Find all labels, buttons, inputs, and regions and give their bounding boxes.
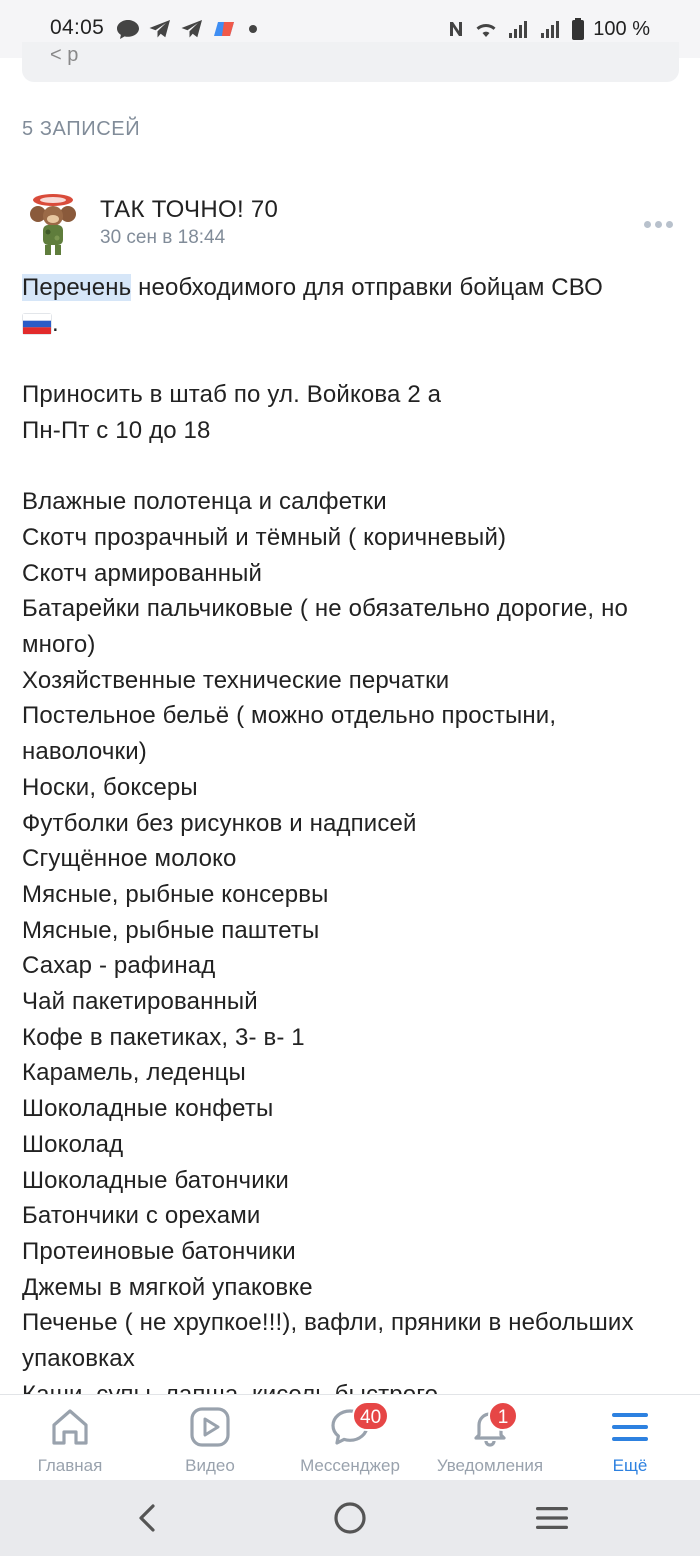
post-author[interactable]: ТАК ТОЧНО! 70: [100, 196, 279, 223]
tab-label: Ещё: [612, 1456, 648, 1475]
notification-icons: [116, 14, 260, 44]
tab-home[interactable]: [0, 1395, 140, 1481]
battery-percent: 100 %: [593, 17, 650, 40]
avatar[interactable]: [22, 192, 84, 258]
russian-flag-icon: [22, 313, 52, 335]
back-button[interactable]: [126, 1498, 170, 1538]
tab-more[interactable]: [560, 1395, 700, 1481]
telegram-icon: [180, 18, 204, 40]
system-navigation-bar: [0, 1480, 700, 1556]
messenger-badge: 40: [352, 1401, 389, 1431]
recents-button[interactable]: [530, 1498, 574, 1538]
signal-icon: [539, 18, 563, 40]
menu-icon: [608, 1405, 652, 1449]
tab-video[interactable]: [140, 1395, 280, 1481]
dot-icon: [655, 221, 662, 228]
dot-icon: [666, 221, 673, 228]
tab-notifications[interactable]: [420, 1395, 560, 1481]
chat-bubble-icon: [116, 18, 140, 40]
post-first-line-suffix: .: [52, 309, 59, 337]
post-first-line: [22, 270, 682, 341]
tab-label: Главная: [37, 1456, 103, 1475]
post-body-text: Приносить в штаб по ул. Войкова 2 а Пн-Пт с 10 до 18 Влажные полотенца и салфетки Скотч прозрачный и тёмный ( коричневый) Скотч армированный Батарейки пальчиковые ( не обязательно дорогие, но много) Хозяйственные технические перчатки Постельное бельё ( можно отдельно простыни, наволочки) Носки, боксеры Футболки без рисунков и надписей Сгущённое молоко Мясные, рыбные консервы Мясные, рыбные паштеты Сахар - рафинад Чай пакетированный Кофе в пакетиках, 3- в- 1 Карамель, леденцы Шоколадные конфеты Шоколад Шоколадные батончики Батончики с орехами Протеиновые батончики Джемы в мягкой упаковке Печенье ( не хрупкое!!!), вафли, пряники в небольших упаковках: [22, 381, 634, 1373]
signal-icon: [507, 18, 531, 40]
notifications-badge: 1: [488, 1401, 518, 1431]
video-icon: [188, 1405, 232, 1449]
tab-label: Видео: [185, 1456, 235, 1475]
status-time: 04:05: [50, 16, 105, 39]
post-text: [22, 270, 682, 1394]
search-input[interactable]: [22, 42, 679, 82]
records-count: 5 ЗАПИСЕЙ: [22, 118, 141, 140]
home-icon: [48, 1405, 92, 1449]
dot-icon: [246, 18, 260, 40]
dot-icon: [644, 221, 651, 228]
system-indicators: [447, 14, 650, 44]
search-remnant-text: < p: [50, 44, 79, 66]
bottom-tab-bar: [0, 1394, 700, 1480]
battery-icon: [571, 17, 585, 41]
tab-label: Мессенджер: [300, 1456, 400, 1475]
more-options-button[interactable]: [636, 212, 680, 236]
post-first-line-text: необходимого для отправки бойцам СВО: [131, 274, 603, 301]
wifi-icon: [473, 18, 499, 40]
tab-messenger[interactable]: [280, 1395, 420, 1481]
recents-icon: [534, 1504, 570, 1532]
tab-label: Уведомления: [436, 1456, 544, 1475]
home-button[interactable]: [328, 1498, 372, 1538]
highlighted-word: Перечень: [22, 274, 132, 301]
telegram-icon: [148, 18, 172, 40]
nfc-icon: [447, 18, 465, 40]
back-icon: [135, 1502, 161, 1534]
home-circle-icon: [333, 1501, 367, 1535]
app-icon: [212, 18, 238, 40]
post-date: 30 сен в 18:44: [100, 227, 226, 248]
